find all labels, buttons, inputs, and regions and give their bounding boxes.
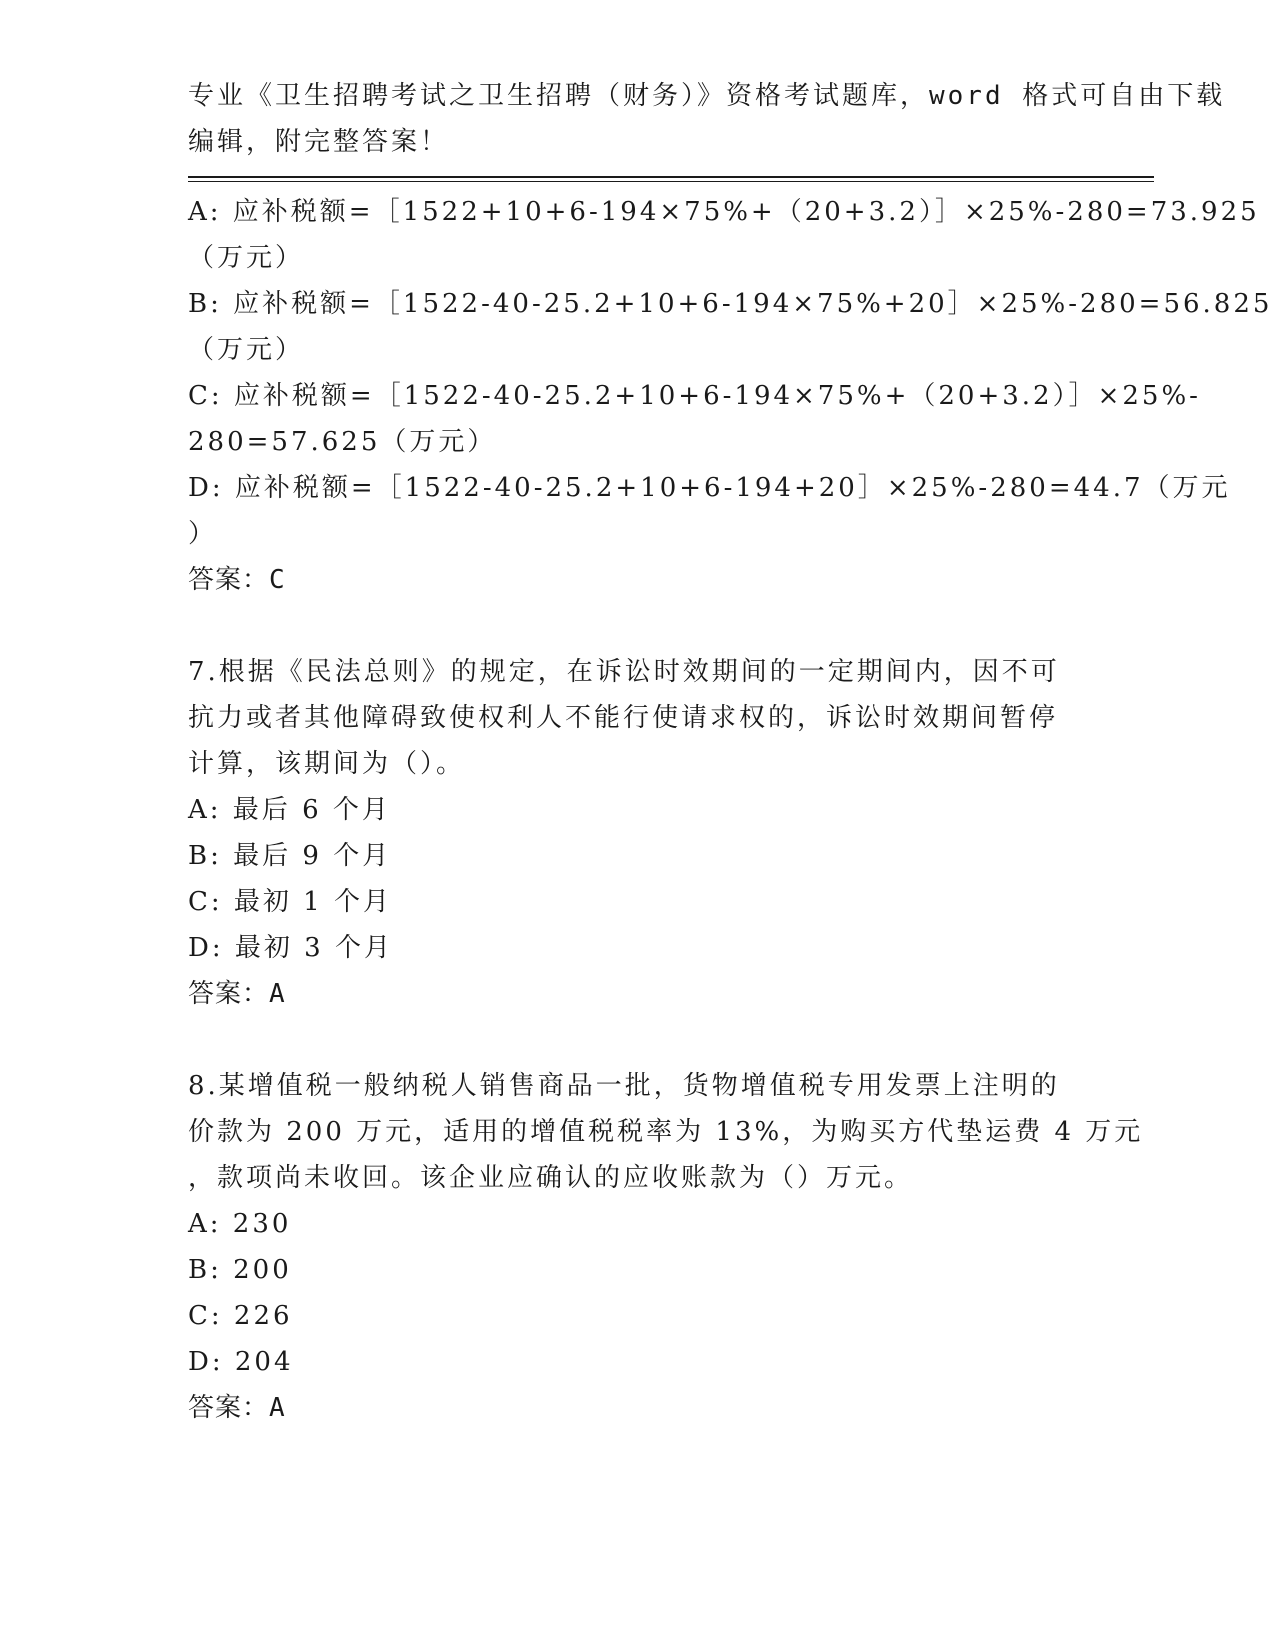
option-d: D: 最初 3 个月 bbox=[188, 933, 393, 963]
question-stem-line: ，款项尚未收回。该企业应确认的应收账款为（）万元。 bbox=[188, 1163, 914, 1193]
question-stem-line: 价款为 200 万元，适用的增值税税率为 13%，为购买方代垫运费 4 万元 bbox=[188, 1117, 1144, 1147]
document-header bbox=[188, 73, 1226, 165]
answer-line: 答案：C bbox=[188, 565, 286, 595]
option-b: B: 最后 9 个月 bbox=[188, 841, 392, 871]
option-a-continuation: （万元） bbox=[188, 243, 305, 273]
option-a: A: 230 bbox=[188, 1209, 292, 1239]
spacer bbox=[188, 1017, 1098, 1063]
answer-line: 答案：A bbox=[188, 1393, 286, 1423]
question-8-block bbox=[188, 1063, 1144, 1431]
option-d-continuation: ） bbox=[188, 519, 218, 549]
question-stem-line: 抗力或者其他障碍致使权利人不能行使请求权的，诉讼时效期间暂停 bbox=[188, 703, 1059, 733]
question-6-block bbox=[188, 189, 1273, 603]
option-c-continuation: 280=57.625（万元） bbox=[188, 427, 497, 457]
option-a: A: 最后 6 个月 bbox=[188, 795, 391, 825]
question-stem-line: 8.某增值税一般纳税人销售商品一批，货物增值税专用发票上注明的 bbox=[188, 1071, 1060, 1101]
header-rule-thin bbox=[188, 181, 1154, 182]
option-c: C: 最初 1 个月 bbox=[188, 887, 392, 917]
question-stem-line: 计算，该期间为（）。 bbox=[188, 749, 466, 779]
header-line-2: 编辑，附完整答案！ bbox=[188, 127, 450, 157]
option-c-line: C: 应补税额=［1522-40-25.2+10+6-194×75%+（20+3.2）］×25%- bbox=[188, 381, 1201, 411]
option-d: D: 204 bbox=[188, 1347, 294, 1377]
document-body bbox=[188, 189, 1273, 1431]
option-c: C: 226 bbox=[188, 1301, 293, 1331]
option-a-line: A: 应补税额=［1522+10+6-194×75%+（20+3.2）］×25%-280=73.925 bbox=[188, 197, 1260, 227]
header-rule-thick bbox=[188, 176, 1154, 178]
option-b-line: B: 应补税额=［1522-40-25.2+10+6-194×75%+20］×25%-280=56.825 bbox=[188, 289, 1273, 319]
answer-line: 答案：A bbox=[188, 979, 286, 1009]
header-line-1: 专业《卫生招聘考试之卫生招聘（财务）》资格考试题库，word 格式可自由下载 bbox=[188, 81, 1226, 111]
spacer bbox=[188, 603, 1098, 649]
question-7-block bbox=[188, 649, 1098, 1017]
option-d-line: D: 应补税额=［1522-40-25.2+10+6-194+20］×25%-280=44.7（万元 bbox=[188, 473, 1231, 503]
option-b: B: 200 bbox=[188, 1255, 292, 1285]
option-b-continuation: （万元） bbox=[188, 335, 305, 365]
question-stem-line: 7.根据《民法总则》的规定，在诉讼时效期间的一定期间内，因不可 bbox=[188, 657, 1060, 687]
